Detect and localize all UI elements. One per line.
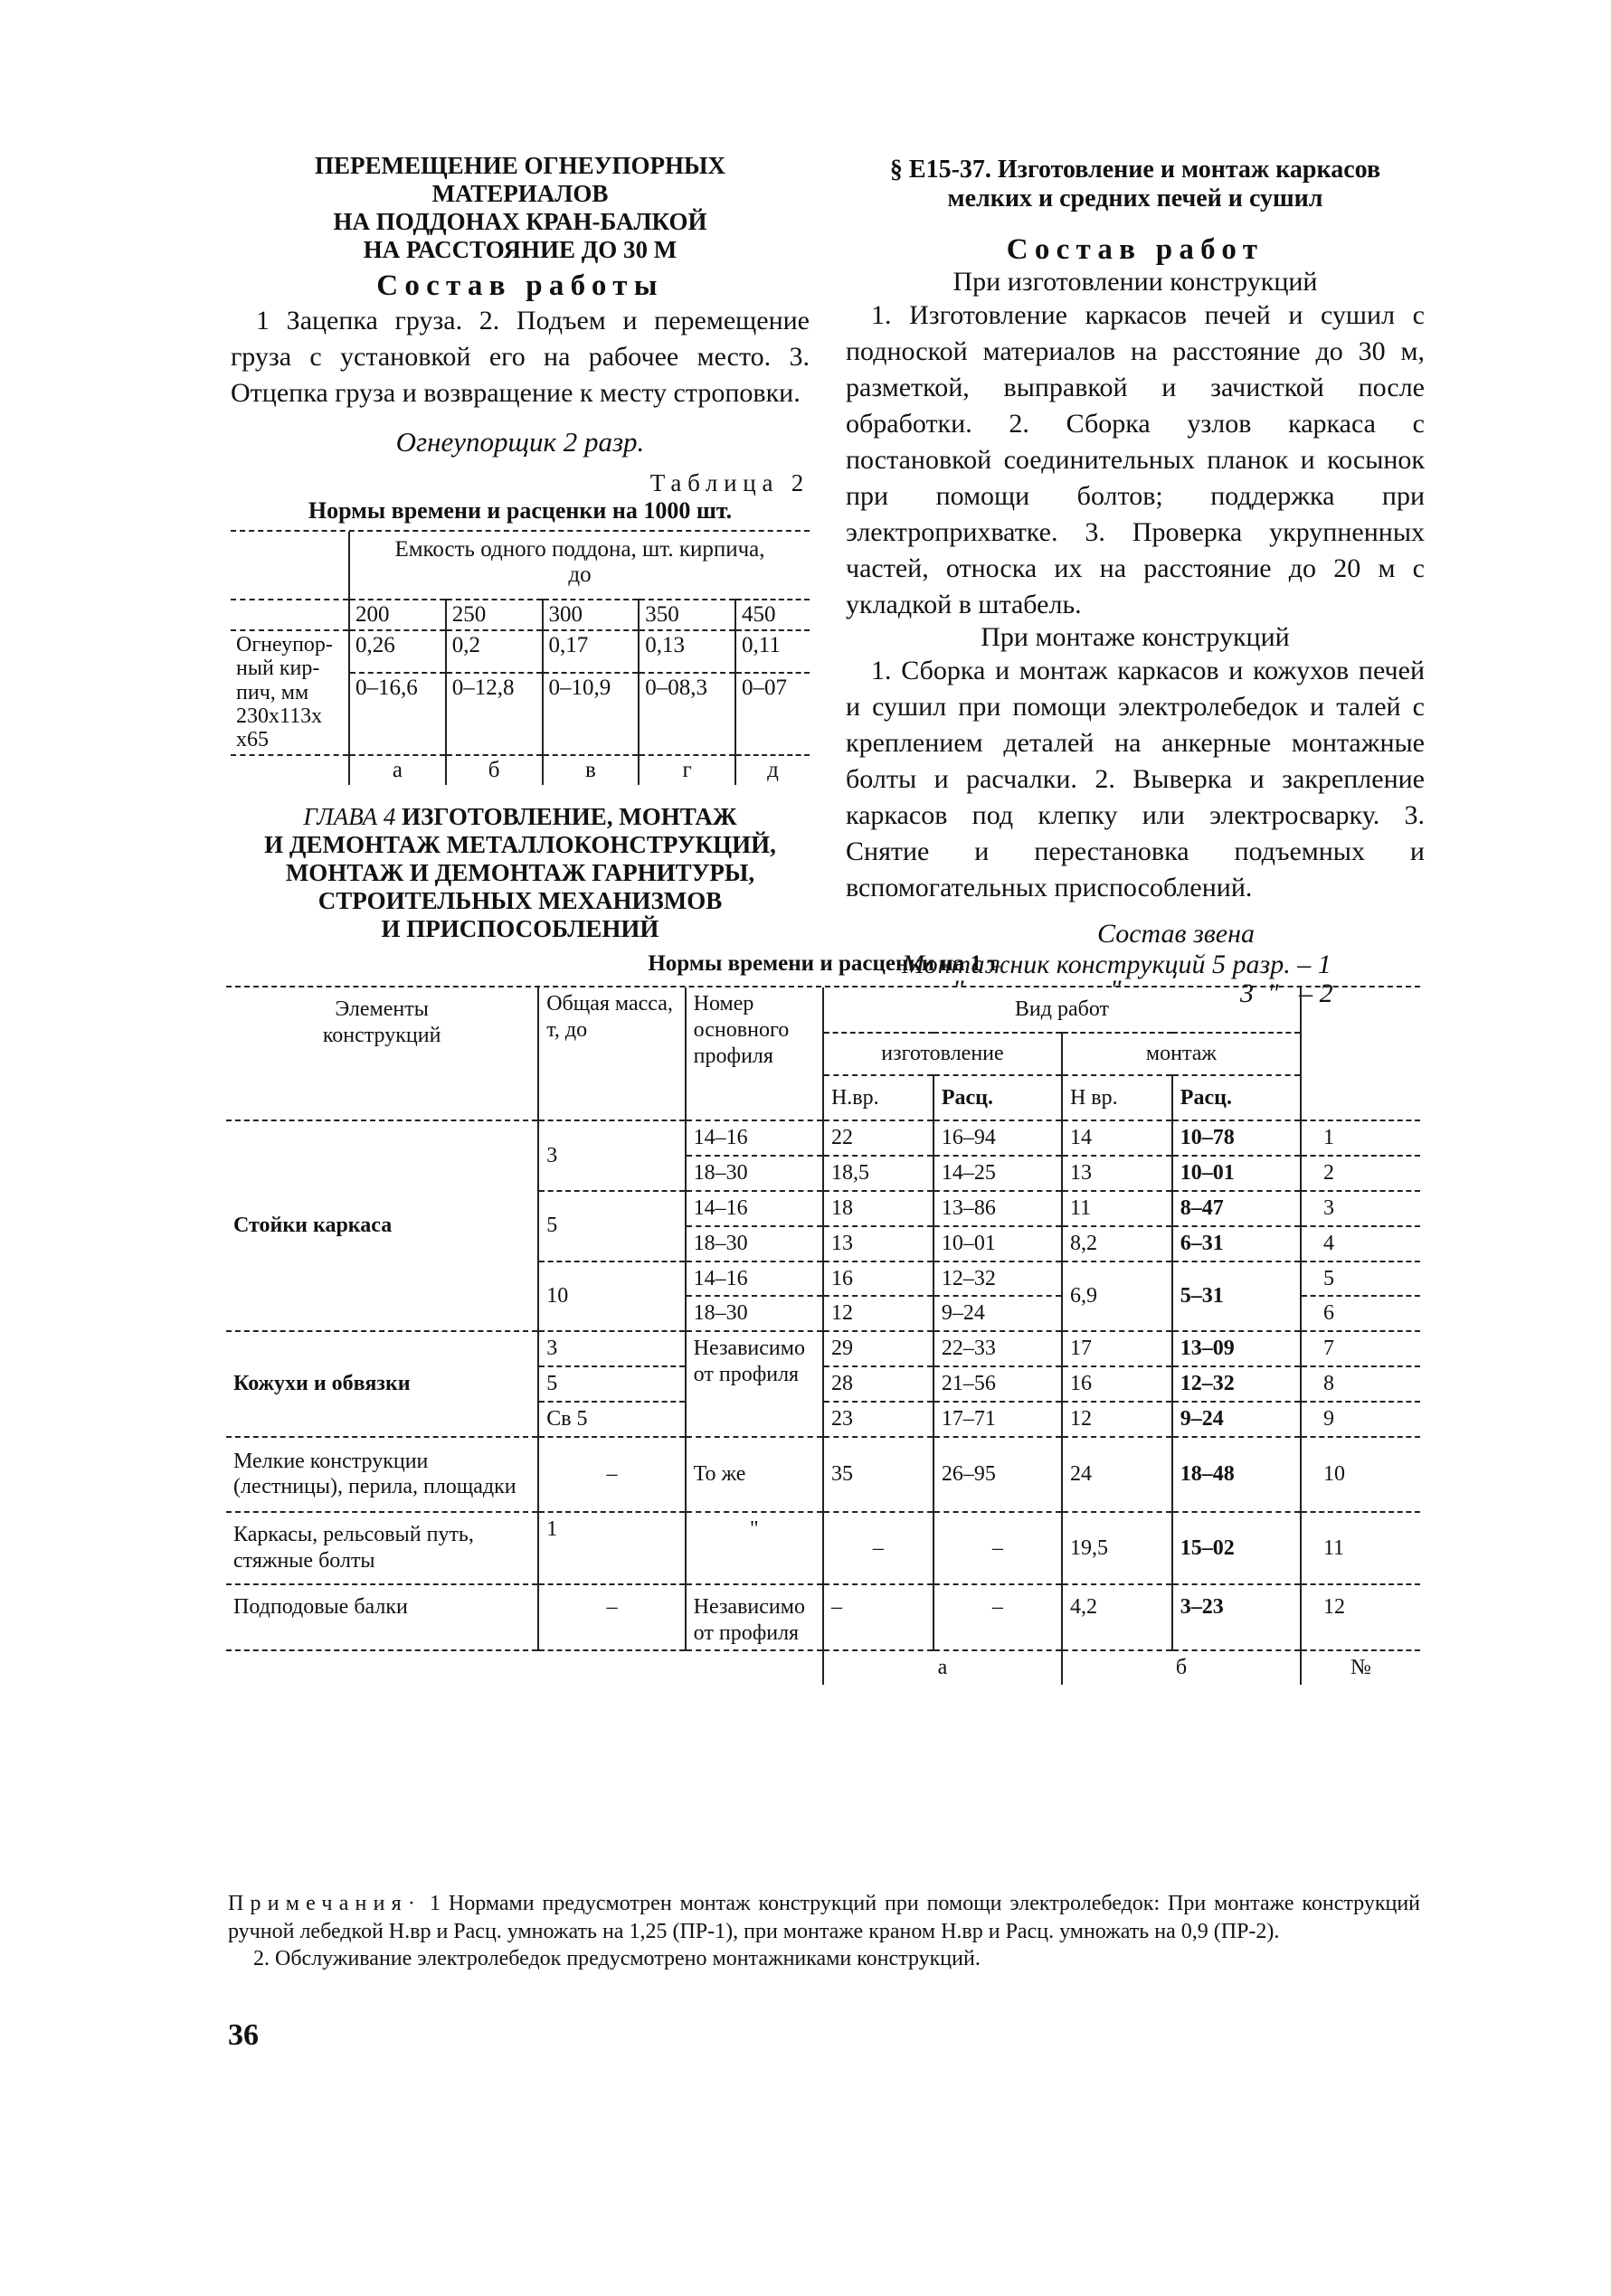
table2-letter: а [349, 755, 446, 785]
chapter-title: ГЛАВА 4 ИЗГОТОВЛЕНИЕ, МОНТАЖ И ДЕМОНТАЖ МЕТАЛЛОКОНСТРУКЦИЙ, МОНТАЖ И ДЕМОНТАЖ ГАРНИТУРЫ, СТРОИТЕЛЬНЫХ МЕХАНИЗМОВ И ПРИСПОСОБЛЕНИЙ [264, 802, 776, 942]
profile-cell: 18–30 [686, 1296, 823, 1331]
table2-norm: 0,11 [735, 630, 810, 673]
mass-cell: Св 5 [538, 1402, 685, 1437]
crew-heading: Состав звена [1096, 918, 1255, 949]
row-number: 12 [1301, 1584, 1420, 1651]
table2-col-200: 200 [349, 600, 446, 630]
table2-letter: в [543, 755, 640, 785]
table2-letter: б [446, 755, 543, 785]
table2-norm: 0,13 [639, 630, 735, 673]
nvr-cell: 13 [823, 1226, 933, 1261]
profile-cell: 18–30 [686, 1156, 823, 1191]
left-work-heading: Состав работы [376, 269, 664, 303]
table2-rate: 0–07 [735, 673, 810, 755]
nvr-cell: 4,2 [1062, 1584, 1172, 1651]
profile-cell: Независимо от профиля [686, 1584, 823, 1651]
row-number: 4 [1301, 1226, 1420, 1261]
left-work-text: 1 Зацепка груза. 2. Подъем и перемещение груза с установкой его на рабочее место. 3. Отцепка груза и возвращение к месту строповки. [231, 306, 810, 408]
nvr-cell: 19,5 [1062, 1512, 1172, 1584]
group-stoyki: Стойки каркаса [226, 1120, 538, 1331]
rasc-cell: 10–01 [933, 1226, 1062, 1261]
table2-col-350: 350 [639, 600, 735, 630]
rasc-cell: 15–02 [1172, 1512, 1301, 1584]
crew-line2: " " 3 " – 2 [952, 974, 1333, 1008]
table2-title: Нормы времени и расценки на 1000 шт. [308, 496, 733, 524]
mass-cell: 5 [538, 1366, 685, 1402]
right-column [846, 156, 1425, 1013]
rasc-cell: 22–33 [933, 1331, 1062, 1366]
table2-col-450: 450 [735, 600, 810, 630]
nvr-cell: – [823, 1584, 933, 1651]
hdr-mass: Общая масса, т, до [538, 987, 685, 1120]
hdr-nvr2: Н вр. [1062, 1075, 1172, 1121]
mass-5: 5 [538, 1191, 685, 1261]
mass-cell: 3 [538, 1331, 685, 1366]
right-sub1: При изготовлении конструкций [952, 267, 1318, 298]
right-sub2: При монтаже конструкций [981, 622, 1290, 653]
nvr-cell: 12 [1062, 1402, 1172, 1437]
footer-letter-a: а [823, 1650, 1062, 1685]
table2-rate: 0–16,6 [349, 673, 446, 755]
table2-label: Таблица 2 [649, 468, 810, 496]
note-1: Примечания· 1 Нормами предусмотрен монтаж конструкций при помощи электролебедок: При монтаже конструкций ручной лебедкой Н.вр и Расц. умножать на 1,25 (ПР-1), при монтаже краном Н.вр и Расц. умножать на 0,9 (ПР-2). [228, 1892, 1421, 1943]
nvr-cell: 18 [823, 1191, 933, 1226]
table2-col-250: 250 [446, 600, 543, 630]
rasc-cell: 18–48 [1172, 1437, 1301, 1513]
nvr-cell: 24 [1062, 1437, 1172, 1513]
profile-cell: 14–16 [686, 1191, 823, 1226]
table2-capacity-header: Емкость одного поддона, шт. кирпича, до [349, 532, 810, 595]
left-worker: Огнеупорщик 2 разр. [395, 425, 645, 458]
rasc-cell: 9–24 [933, 1296, 1062, 1331]
hdr-nvr: Н.вр. [823, 1075, 933, 1121]
row-number: 1 [1301, 1120, 1420, 1156]
row-number: 5 [1301, 1261, 1420, 1297]
row-number: 2 [1301, 1156, 1420, 1191]
group-kozhukhi: Кожухи и обвязки [226, 1331, 538, 1436]
profile-cell: То же [686, 1437, 823, 1513]
nvr-cell: 13 [1062, 1156, 1172, 1191]
rasc-cell: 21–56 [933, 1366, 1062, 1402]
right-text1: 1. Изготовление каркасов печей и сушил с подноской материалов на расстояние до 30 м, разметкой, выправкой и зачисткой после обработки. 2. Сборка узлов каркаса с постановкой соединительных планок и косынок при помощи болтов; поддержка при электроприхватке. 3. Проверка укрупненных частей, относка их на расстояние до 20 м с укладкой в штабель. [846, 300, 1425, 619]
rasc-cell: 14–25 [933, 1156, 1062, 1191]
main-table [226, 987, 1420, 1685]
table2 [231, 532, 810, 785]
mass-3: 3 [538, 1120, 685, 1191]
profile-cell: 18–30 [686, 1226, 823, 1261]
rasc-cell: – [933, 1512, 1062, 1584]
chapter-prefix: ГЛАВА 4 [303, 802, 396, 830]
rasc-cell: 17–71 [933, 1402, 1062, 1437]
hdr-rasc2: Расц. [1172, 1075, 1301, 1121]
note-2: 2. Обслуживание электролебедок предусмотрено монтажниками конструкций. [253, 1947, 981, 1971]
rasc-cell: 8–47 [1172, 1191, 1301, 1226]
rasc-cell: 13–09 [1172, 1331, 1301, 1366]
page-number: 36 [228, 2018, 259, 2052]
profile-cell: Независимо от профиля [686, 1331, 823, 1402]
table2-norm: 0,26 [349, 630, 446, 673]
row-number: 3 [1301, 1191, 1420, 1226]
nvr-cell: – [823, 1512, 933, 1584]
row-number: 8 [1301, 1366, 1420, 1402]
rasc-cell: – [933, 1584, 1062, 1651]
hdr-elements: Элементы конструкций [226, 987, 538, 1120]
rasc-cell: 10–01 [1172, 1156, 1301, 1191]
nvr-cell: 29 [823, 1331, 933, 1366]
notes [228, 1890, 1420, 1973]
footer-number-sign: № [1301, 1650, 1420, 1685]
profile-cell: 14–16 [686, 1261, 823, 1297]
group-podpodovye: Подподовые балки [226, 1584, 538, 1651]
table2-rate: 0–08,3 [639, 673, 735, 755]
right-work-heading: Состав работ [1006, 233, 1265, 267]
row-number: 11 [1301, 1512, 1420, 1584]
row-number: 9 [1301, 1402, 1420, 1437]
table2-col-300: 300 [543, 600, 640, 630]
rasc-cell: 9–24 [1172, 1402, 1301, 1437]
table2-row-label: Огнеупор- ный кир- пич, мм 230x113x x65 [236, 632, 333, 752]
table2-rate: 0–12,8 [446, 673, 543, 755]
nvr-cell: 17 [1062, 1331, 1172, 1366]
rasc-cell: 10–78 [1172, 1120, 1301, 1156]
rasc-cell: 12–32 [1172, 1366, 1301, 1402]
table2-rate: 0–10,9 [543, 673, 640, 755]
nvr-cell: 12 [823, 1296, 933, 1331]
rasc-cell: 12–32 [933, 1261, 1062, 1297]
mass-cell: – [538, 1584, 685, 1651]
row-number: 7 [1301, 1331, 1420, 1366]
table2-norm: 0,17 [543, 630, 640, 673]
rasc-cell: 6–31 [1172, 1226, 1301, 1261]
hdr-work-type: Вид работ [823, 987, 1301, 1033]
group-melkie: Мелкие конструкции (лестницы), перила, площадки [226, 1437, 538, 1513]
nvr-cell: 11 [1062, 1191, 1172, 1226]
nvr-cell: 18,5 [823, 1156, 933, 1191]
profile-cell: 14–16 [686, 1120, 823, 1156]
right-text2: 1. Сборка и монтаж каркасов и кожухов печей и сушил при помощи электролебедок и талей с креплением деталей на анкерные монтажные болты и расчалки. 2. Выверка и закрепление каркасов под клепку или электросварку. 3. Снятие и перестановка подъемных и вспомогательных приспособлений. [846, 656, 1425, 902]
main-table-wrap [226, 986, 1420, 1685]
row-number: 6 [1301, 1296, 1420, 1331]
left-section-title: ПЕРЕМЕЩЕНИЕ ОГНЕУПОРНЫХ МАТЕРИАЛОВ НА ПОДДОНАХ КРАН-БАЛКОЙ НА РАССТОЯНИЕ ДО 30 М [315, 152, 725, 264]
hdr-profile: Номер основного профиля [686, 987, 823, 1120]
footer-letter-b: б [1062, 1650, 1301, 1685]
row-number: 10 [1301, 1437, 1420, 1513]
profile-cell: " [686, 1512, 823, 1584]
nvr-cell: 16 [1062, 1366, 1172, 1402]
nvr-cell: 14 [1062, 1120, 1172, 1156]
table2-letter: г [639, 755, 735, 785]
rasc-cell: 13–86 [933, 1191, 1062, 1226]
mass-10: 10 [538, 1261, 685, 1332]
mass-cell: – [538, 1437, 685, 1513]
rasc-cell: 3–23 [1172, 1584, 1301, 1651]
rasc-cell: 26–95 [933, 1437, 1062, 1513]
table2-letter: д [735, 755, 810, 785]
nvr-cell: 16 [823, 1261, 933, 1297]
nvr-cell: 28 [823, 1366, 933, 1402]
hdr-rasc: Расц. [933, 1075, 1062, 1121]
notes-label: Примечания· [228, 1892, 422, 1915]
nvr-cell: 22 [823, 1120, 933, 1156]
table2-norm: 0,2 [446, 630, 543, 673]
nvr-cell: 8,2 [1062, 1226, 1172, 1261]
mass-cell: 1 [538, 1512, 685, 1584]
rasc-cell: 16–94 [933, 1120, 1062, 1156]
right-section-title: § Е15-37. Изготовление и монтаж каркасов мелких и средних печей и сушил [889, 156, 1381, 213]
nvr-cell: 23 [823, 1402, 933, 1437]
hdr-manufacture: изготовление [823, 1033, 1062, 1075]
rasc-cell: 5–31 [1172, 1261, 1301, 1332]
hdr-mounting: монтаж [1062, 1033, 1301, 1075]
nvr-cell: 35 [823, 1437, 933, 1513]
left-column [231, 152, 810, 943]
crew-line1: Монтажник конструкций 5 разр. – 1 [902, 949, 1331, 979]
nvr-cell: 6,9 [1062, 1261, 1172, 1332]
group-karkasy: Каркасы, рельсовый путь, стяжные болты [226, 1512, 538, 1584]
main-table-title: Нормы времени и расценки на 1 т [648, 951, 999, 976]
